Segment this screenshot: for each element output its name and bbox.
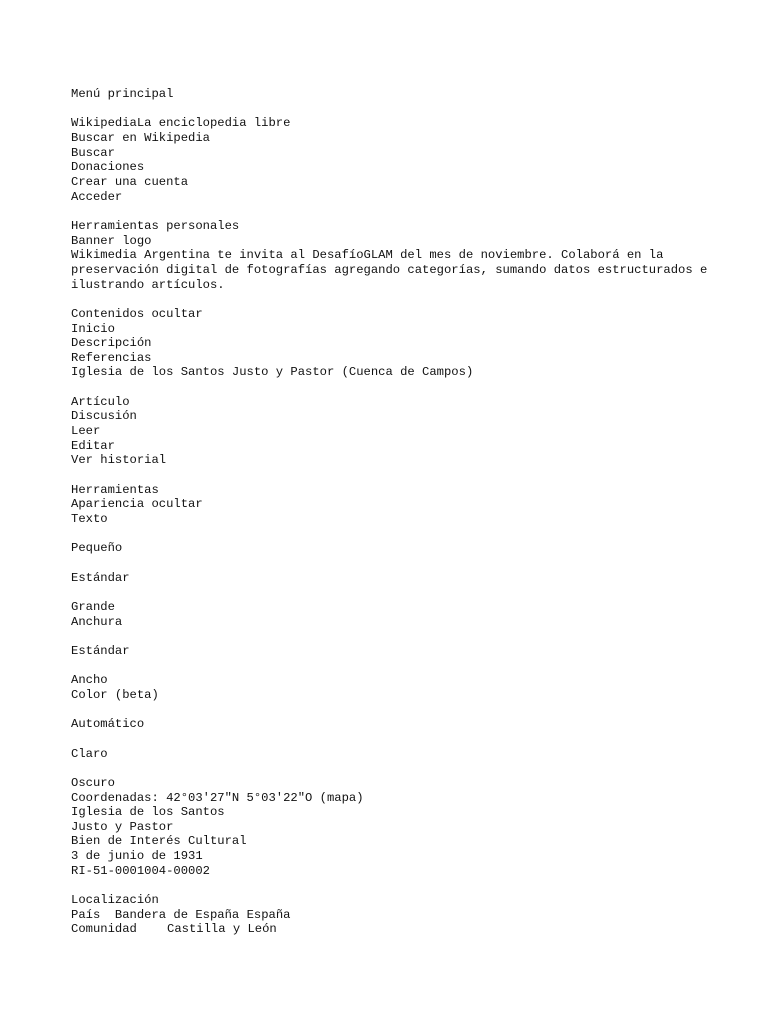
coordinates-link[interactable]: Coordenadas: 42°03′27″N 5°03′22″O (mapa): [71, 790, 364, 805]
width-label: Anchura: [71, 614, 123, 629]
spacer: [71, 761, 731, 776]
color-light-option[interactable]: Claro: [71, 746, 108, 761]
spacer: [71, 292, 731, 307]
personal-tools-menu[interactable]: Herramientas personales: [71, 218, 240, 233]
spacer: [71, 732, 731, 747]
width-wide-option[interactable]: Ancho: [71, 673, 108, 688]
toc-item-referencias[interactable]: Referencias: [71, 350, 152, 365]
main-menu-button[interactable]: Menú principal: [71, 87, 174, 101]
tab-talk[interactable]: Discusión: [71, 409, 137, 424]
country-row: [71, 908, 731, 923]
width-standard-option[interactable]: Estándar: [71, 643, 130, 658]
tab-read[interactable]: Leer: [71, 424, 101, 439]
banner-logo: Banner logo: [71, 233, 152, 248]
infobox-title-line2: Justo y Pastor: [71, 819, 174, 834]
spacer: [71, 527, 731, 542]
community-label: Comunidad: [71, 922, 137, 937]
color-label: Color (beta): [71, 687, 159, 702]
infobox-title-line1: Iglesia de los Santos: [71, 805, 225, 820]
tab-history[interactable]: Ver historial: [71, 453, 167, 468]
toc-item-descripcion[interactable]: Descripción: [71, 336, 152, 351]
spacer: [71, 629, 731, 644]
text-size-standard-option[interactable]: Estándar: [71, 570, 130, 585]
tab-article[interactable]: Artículo: [71, 394, 130, 409]
text-size-large-option[interactable]: Grande: [71, 599, 115, 614]
country-label: País: [71, 907, 101, 922]
toc-header[interactable]: Contenidos ocultar: [71, 306, 203, 321]
heritage-status-link[interactable]: Bien de Interés Cultural: [71, 834, 247, 849]
article-text-dump: [71, 87, 731, 937]
country-value-link[interactable]: España: [246, 907, 291, 922]
tools-menu[interactable]: Herramientas: [71, 482, 159, 497]
search-button[interactable]: Buscar: [71, 145, 115, 160]
spacer: [71, 556, 731, 571]
spacer: [71, 659, 731, 674]
color-dark-option[interactable]: Oscuro: [71, 775, 115, 790]
tab-edit[interactable]: Editar: [71, 438, 115, 453]
spain-flag-icon: Bandera de España: [114, 907, 240, 922]
location-header: Localización: [71, 893, 159, 908]
spacer: [71, 585, 731, 600]
heritage-date: 3 de junio de 1931: [71, 849, 203, 864]
page-title: Iglesia de los Santos Justo y Pastor (Cuenca de Campos): [71, 365, 474, 380]
appearance-header[interactable]: Apariencia ocultar: [71, 497, 203, 512]
donate-link[interactable]: Donaciones: [71, 160, 145, 175]
spacer: [71, 204, 731, 219]
create-account-link[interactable]: Crear una cuenta: [71, 174, 189, 189]
spacer: [71, 468, 731, 483]
spacer: [71, 878, 731, 893]
text-size-label: Texto: [71, 512, 108, 527]
toc-item-inicio[interactable]: Inicio: [71, 321, 115, 336]
search-input[interactable]: Buscar en Wikipedia: [71, 130, 210, 145]
login-link[interactable]: Acceder: [71, 189, 123, 204]
community-row: [71, 922, 731, 937]
spacer: [71, 703, 731, 718]
text-size-small-option[interactable]: Pequeño: [71, 541, 123, 556]
wikipedia-logo-link[interactable]: WikipediaLa enciclopedia libre: [71, 116, 291, 131]
spacer: [71, 102, 731, 117]
banner-message[interactable]: Wikimedia Argentina te invita al DesafíoGLAM del mes de noviembre. Colaborá en la preservación digital de fotografías agregando categorías, sumando datos estructurados e ilustrando artículos.: [71, 248, 708, 292]
spacer: [71, 380, 731, 395]
heritage-code: RI-51-0001004-00002: [71, 863, 210, 878]
community-value-link[interactable]: Castilla y León: [167, 922, 277, 937]
color-auto-option[interactable]: Automático: [71, 717, 145, 732]
